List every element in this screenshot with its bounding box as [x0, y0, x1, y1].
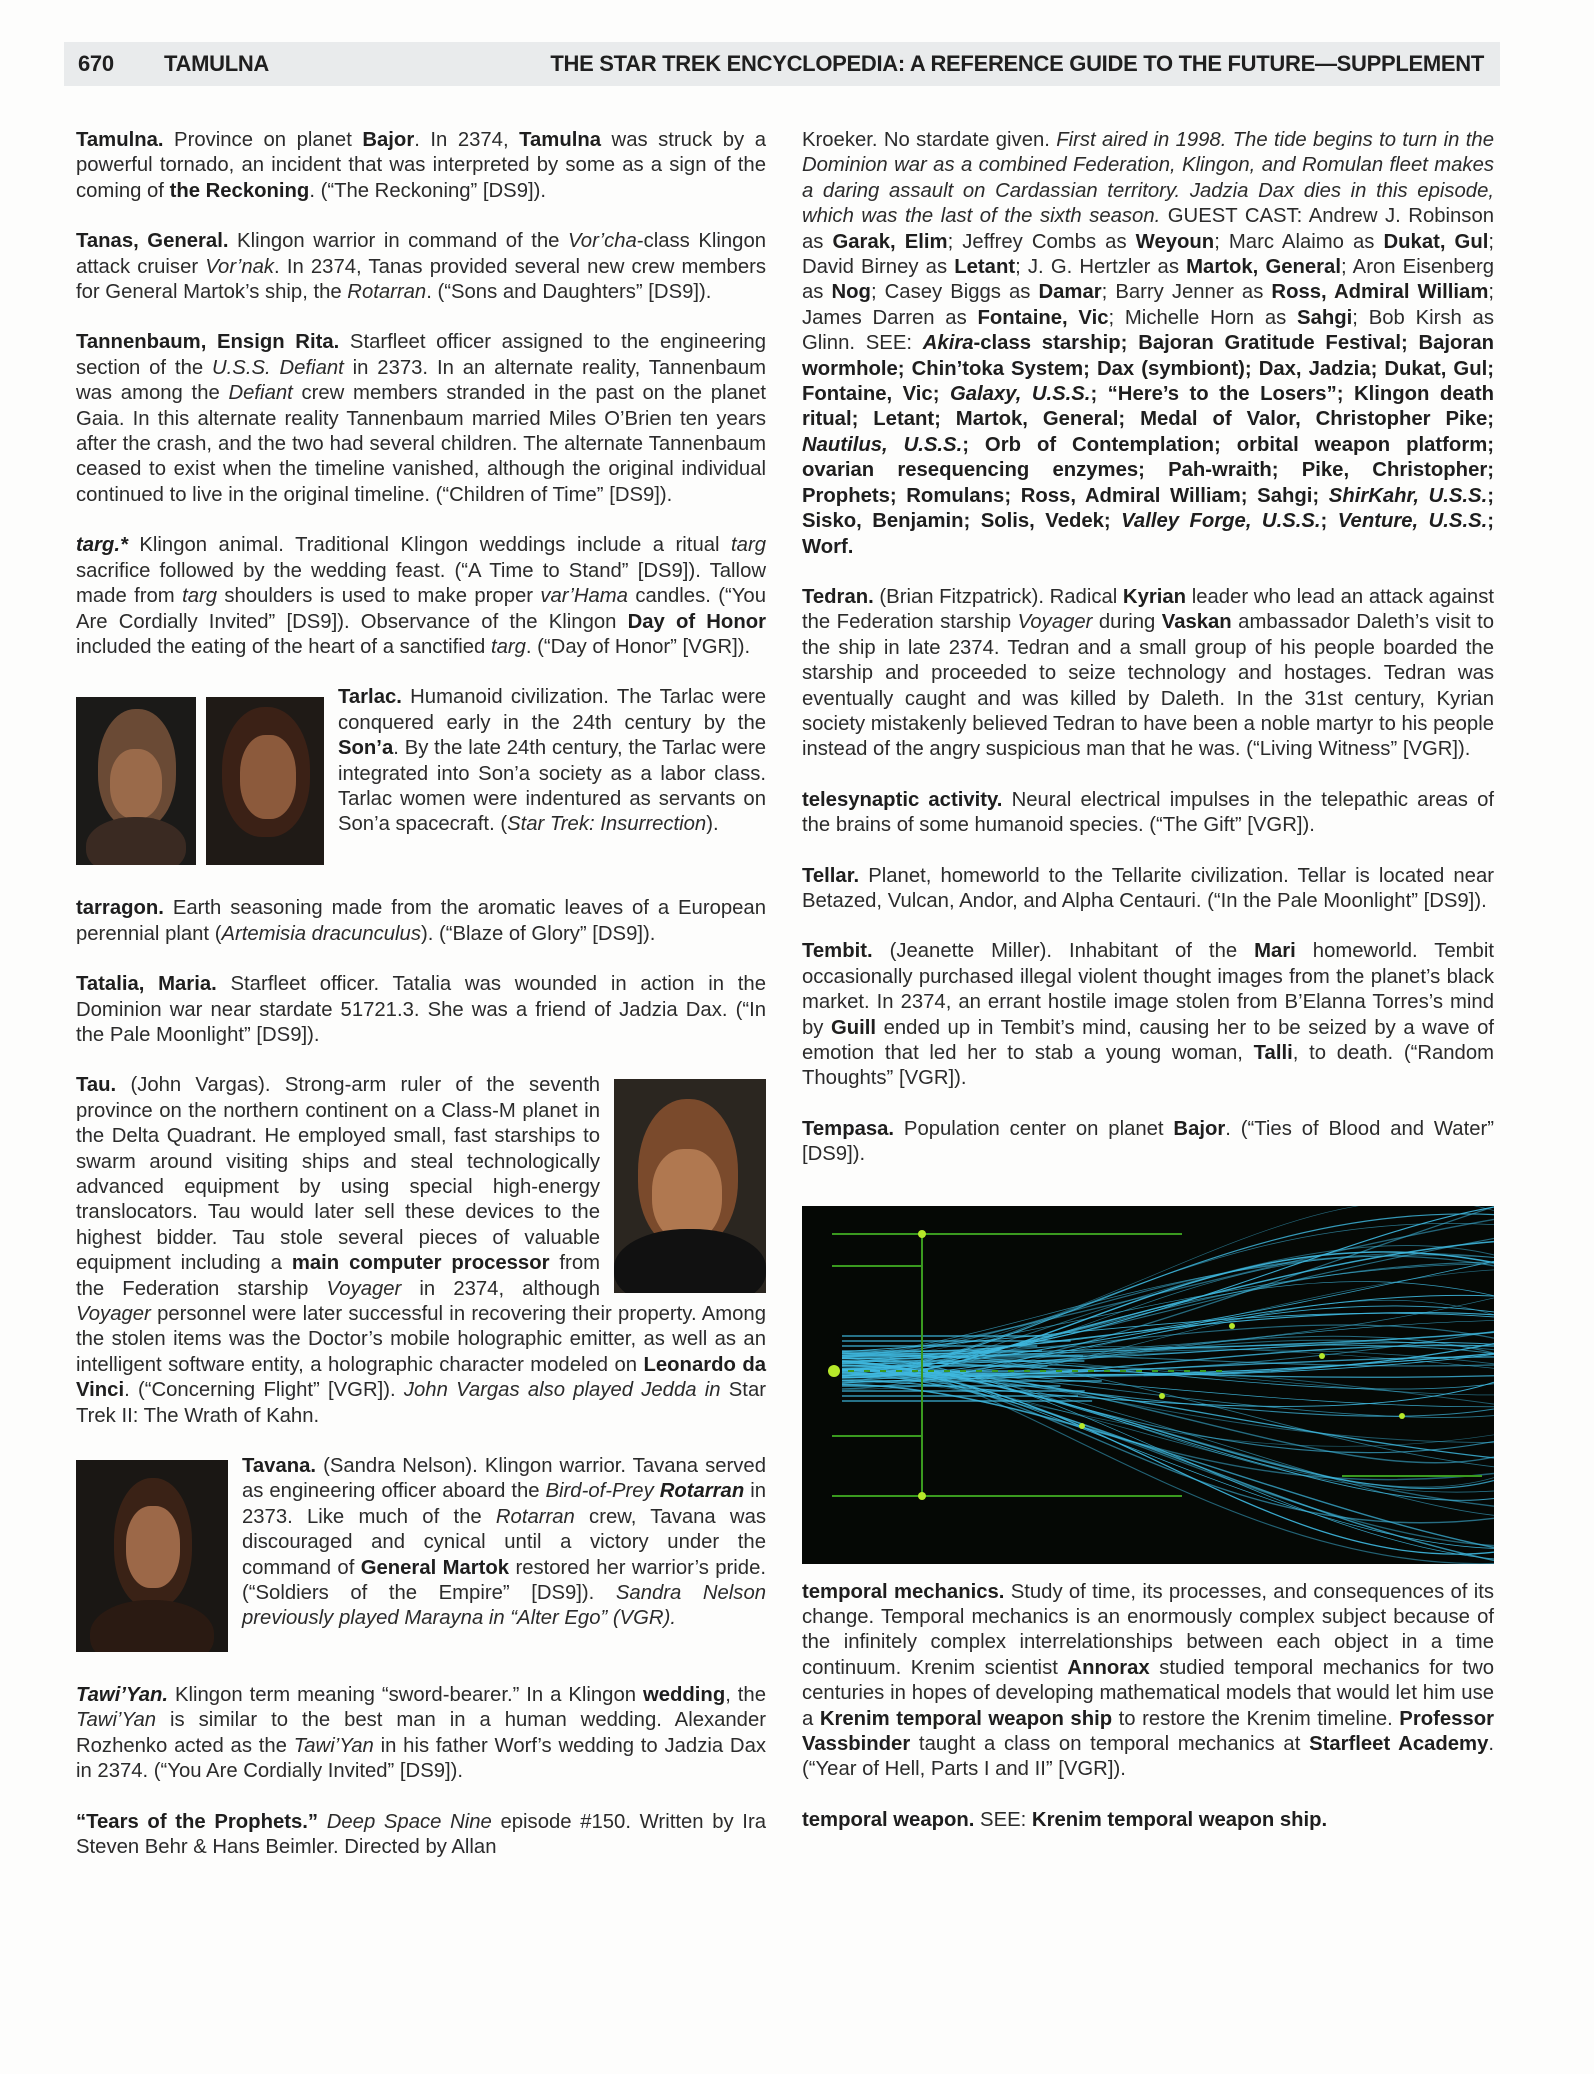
- right-column: [802, 128, 1494, 1858]
- entry-headword: Tamulna.: [76, 129, 164, 151]
- streamline: [842, 1362, 1494, 1564]
- entry-headword: Tembit.: [802, 940, 873, 963]
- streamline: [842, 1384, 1494, 1479]
- guide-word: TAMULNA: [164, 51, 270, 76]
- page-number: 670: [78, 51, 114, 76]
- entry-tawiyan: Tawi’Yan. Klingon term meaning “sword-bearer.” In a Klingon wedding, the Tawi’Yan is similar to the best man in a human wedding. Alexander Rozhenko acted as the Tawi’Yan in his father Worf’s wedding to Jadzia Dax in 2374. (“You Are Cordially Invited” [DS9]).: [76, 1684, 766, 1783]
- entry-tamulna: Tamulna. Province on planet Bajor. In 2374, Tamulna was struck by a powerful tornado, an incident that was interpreted by some as a sign of the coming of the Reckoning. (“The Reckoning” [DS9]).: [76, 129, 766, 202]
- entry-tears-start: “Tears of the Prophets.” Deep Space Nine episode #150. Written by Ira Steven Behr & Hans Beimler. Directed by Allan: [76, 1810, 766, 1859]
- tavana-portrait: [76, 1460, 228, 1652]
- streamline: [842, 1368, 1494, 1515]
- krenim-temporal-display: [802, 1206, 1494, 1564]
- entry-headword: Tarlac.: [338, 686, 402, 709]
- entry-tedran: Tedran. (Brian Fitzpatrick). Radical Kyrian leader who lead an attack against the Federation starship Voyager during Vaskan ambassador Daleth’s visit to the ship in late 2374. Tedran and a small group of his people boarded the starship and proceeded to seize technology and hostages. Tedran was eventually caught and was killed by Daleth. In the 31st century, Kyrian society mistakenly believed Tedran to have been a noble martyr to his people instead of the angry suspicious man that he was. (“Living Witness” [VGR]).: [802, 585, 1494, 761]
- entry-tembit: Tembit. (Jeanette Miller). Inhabitant of the Mari homeworld. Tembit occasionally purchased illegal violent thought images from the planet’s black market. In 2374, an errant hostile image stolen from B’Elanna Torres’s mind by Guill ended up in Tembit’s mind, causing her to be seized by a wave of emotion that led her to stab a young woman, Talli, to death. (“Random Thoughts” [VGR]).: [802, 940, 1494, 1090]
- entry-tears-continued: Kroeker. No stardate given. First aired in 1998. The tide begins to turn in the Dominion war as a combined Federation, Klingon, and Romulan fleet makes a daring assault on Cardassian territory. Jadzia Dax dies in this episode, which was the last of the sixth season. GUEST CAST: Andrew J. Robinson as Garak, Elim; Jeffrey Combs as Weyoun; Marc Alaimo as Dukat, Gul; David Birney as Letant; J. G. Hertzler as Martok, General; Aron Eisenberg as Nog; Casey Biggs as Damar; Barry Jenner as Ross, Admiral William; James Darren as Fontaine, Vic; Michelle Horn as Sahgi; Bob Kirsh as Glinn. SEE: Akira-class starship; Bajoran Gratitude Festival; Bajoran wormhole; Chin’toka System; Dax (symbiont); Dax, Jadzia; Dukat, Gul; Fontaine, Vic; Galaxy, U.S.S.; “Here’s to the Losers”; Klingon death ritual; Letant; Martok, General; Medal of Valor, Christopher Pike; Nautilus, U.S.S.; Orb of Contemplation; orbital weapon platform; ovarian resequencing enzymes; Pah-wraith; Pike, Christopher; Prophets; Romulans; Ross, Admiral William; Sahgi; ShirKahr, U.S.S.; Sisko, Benjamin; Solis, Vedek; Valley Forge, U.S.S.; Venture, U.S.S.; Worf.: [802, 129, 1495, 558]
- entry-temporal-mechanics: temporal mechanics. Study of time, its processes, and consequences of its change. Temporal mechanics is an enormously complex subject because of the infinitely complex interrelationships between each object in a time continuum. Krenim scientist Annorax studied temporal mechanics for two centuries in hopes of developing mathematical models that would let him use a Krenim temporal weapon ship to restore the Krenim timeline. Professor Vassbinder taught a class on temporal mechanics at Starfleet Academy. (“Year of Hell, Parts I and II” [VGR]).: [802, 1580, 1495, 1781]
- temporal-streamlines: [842, 1206, 1494, 1564]
- entry-headword: “Tears of the Prophets.”: [76, 1810, 319, 1833]
- entry-headword: Tannenbaum, Ensign Rita.: [76, 331, 340, 354]
- tau-portrait: [614, 1079, 766, 1293]
- entry-tavana: Tavana. (Sandra Nelson). Klingon warrior. Tavana served as engineering officer aboard the Bird-of-Prey Rotarran in 2373. Like much of the Rotarran crew, Tavana was discouraged and cynical until a victory under the command of General Martok restored her warrior’s pride. (“Soldiers of the Empire” [DS9]). Sandra Nelson previously played Marayna in “Alter Ego” (VGR).: [76, 1454, 766, 1658]
- tarlac-portrait-2: [206, 697, 324, 865]
- entry-tatalia: Tatalia, Maria. Starfleet officer. Tatalia was wounded in action in the Dominion war near stardate 51721.3. She was a friend of Jadzia Dax. (“In the Pale Moonlight” [DS9]).: [76, 973, 766, 1046]
- entry-headword: temporal weapon.: [802, 1808, 975, 1831]
- entry-tannenbaum: Tannenbaum, Ensign Rita. Starfleet officer assigned to the engineering section of the U.S.S. Defiant in 2373. In an alternate reality, Tannenbaum was among the Defiant crew members stranded in the past on the planet Gaia. In this alternate reality Tannenbaum married Miles O’Brien ten years after the crash, and the two had several children. The alternate Tannenbaum ceased to exist when the timeline vanished, although the original individual continued to live in the original timeline. (“Children of Time” [DS9]).: [76, 331, 766, 506]
- entry-headword: Tempasa.: [802, 1117, 895, 1140]
- tarlac-figure: [76, 697, 324, 865]
- left-column: [76, 128, 766, 1860]
- entry-headword: Tanas, General.: [76, 230, 229, 253]
- tarlac-portrait-1: [76, 697, 196, 865]
- streamline: [842, 1369, 1494, 1522]
- book-title: THE STAR TREK ENCYCLOPEDIA: A REFERENCE GUIDE TO THE FUTURE—SUPPLEMENT: [550, 51, 1484, 76]
- entry-headword: targ.*: [76, 534, 128, 557]
- entry-headword: telesynaptic activity.: [802, 788, 1003, 811]
- entry-headword: tarragon.: [76, 897, 164, 920]
- entry-tarragon: tarragon. Earth seasoning made from the aromatic leaves of a European perennial plant (Artemisia dracunculus). (“Blaze of Glory” [DS9]).: [76, 897, 766, 945]
- entry-headword: Tellar.: [802, 864, 860, 887]
- streamline: [842, 1369, 1494, 1554]
- entry-tempasa: Tempasa. Population center on planet Bajor. (“Ties of Blood and Water” [DS9]).: [802, 1117, 1494, 1166]
- streamline: [842, 1357, 1494, 1558]
- running-header: [64, 42, 1500, 86]
- entry-targ: targ.* Klingon animal. Traditional Klingon weddings include a ritual targ sacrifice followed by the wedding feast. (“A Time to Stand” [DS9]). Tallow made from targ shoulders is used to make proper var’Hama candles. (“You Are Cordially Invited” [DS9]). Observance of the Klingon Day of Honor included the eating of the heart of a sanctified targ. (“Day of Honor” [VGR]).: [76, 534, 766, 658]
- entry-headword: Tatalia, Maria.: [76, 973, 217, 996]
- entry-tarlac: Tarlac. Humanoid civilization. The Tarlac were conquered early in the 24th century by the Son’a. By the late 24th century, the Tarlac were integrated into Son’a society as a labor class. Tarlac women were indentured as servants on Son’a spacecraft. (Star Trek: Insurrection).: [76, 685, 766, 871]
- entry-headword: Tavana.: [242, 1455, 317, 1478]
- entry-tau: Tau. (John Vargas). Strong-arm ruler of the seventh province on the northern continent on a Class-M planet in the Delta Quadrant. He employed small, fast starships to swarm around visiting ships and steal technologically advanced equipment by using special high-energy translocators. Tau would later sell these devices to the highest bidder. Tau stole several pieces of valuable equipment including a main computer processor from the Federation starship Voyager in 2374, although Voyager personnel were later successful in recovering their property. Among the stolen items was the Doctor’s mobile holographic emitter, as well as an intelligent software entity, a holographic character modeled on Leonardo da Vinci. (“Concerning Flight” [VGR]). John Vargas also played Jedda in Star Trek II: The Wrath of Kahn.: [76, 1074, 767, 1427]
- entry-telesynaptic: telesynaptic activity. Neural electrical impulses in the telepathic areas of the brains of some humanoid species. (“The Gift” [VGR]).: [802, 788, 1494, 837]
- entry-headword: temporal mechanics.: [802, 1580, 1005, 1603]
- entry-tellar: Tellar. Planet, homeworld to the Tellarite civilization. Tellar is located near Betazed, Vulcan, Andor, and Alpha Centauri. (“In the Pale Moonlight” [DS9]).: [802, 864, 1494, 912]
- temporal-display-graphic: [802, 1206, 1494, 1564]
- entry-headword: Tedran.: [802, 585, 874, 608]
- entry-headword: Tawi’Yan.: [76, 1684, 169, 1707]
- entry-headword: Tau.: [76, 1074, 117, 1097]
- entry-temporal-weapon: temporal weapon. SEE: Krenim temporal weapon ship.: [802, 1808, 1328, 1831]
- entry-tanas: Tanas, General. Klingon warrior in command of the Vor’cha-class Klingon attack cruiser Vor’nak. In 2374, Tanas provided several new crew members for General Martok’s ship, the Rotarran. (“Sons and Daughters” [DS9]).: [76, 230, 767, 304]
